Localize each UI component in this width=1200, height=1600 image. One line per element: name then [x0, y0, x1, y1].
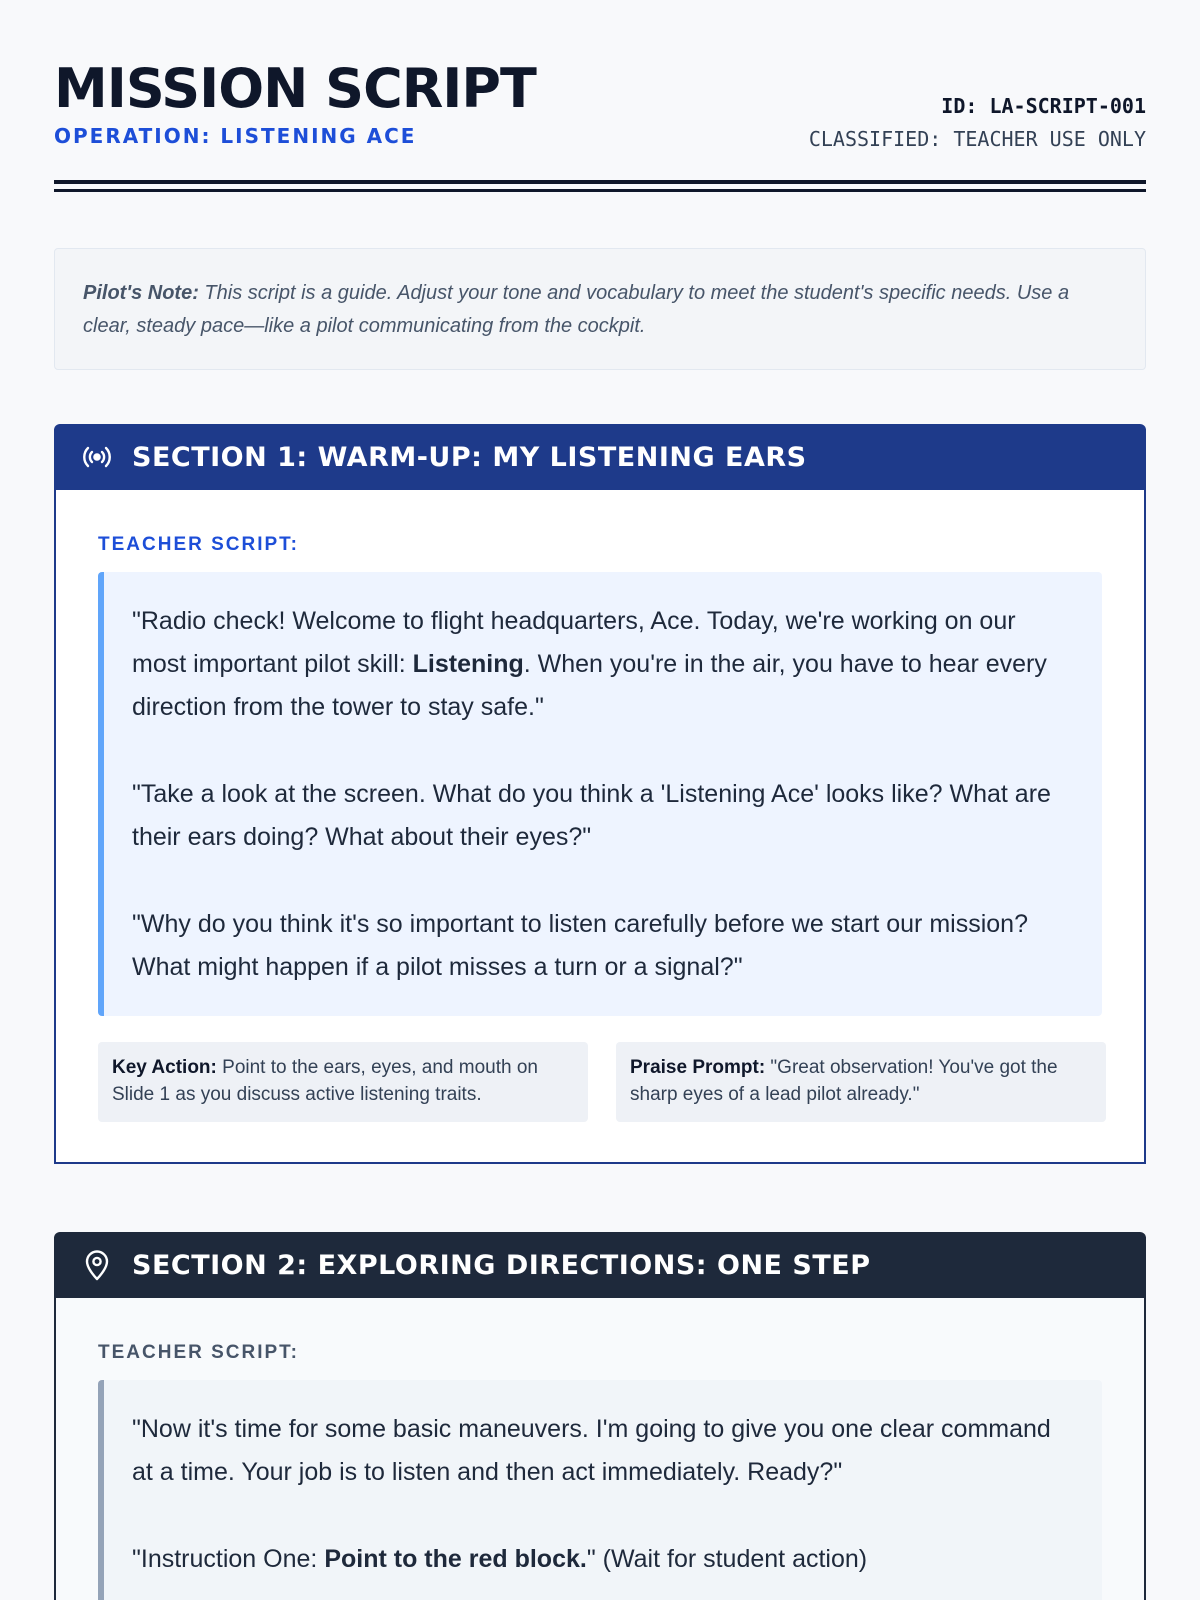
document-title: MISSION SCRIPT [54, 57, 536, 120]
section-header [54, 424, 1146, 490]
section-title: SECTION 1: WARM-UP: MY LISTENING EARS [132, 441, 807, 473]
header-divider-secondary [54, 189, 1146, 192]
script-paragraph [132, 600, 1076, 729]
script-text: "Radio check! Welcome to flight headquarters, Ace. Today, we're working on our most important pilot skill: [132, 607, 1016, 678]
classification-label: CLASSIFIED: TEACHER USE ONLY [808, 127, 1146, 151]
script-text: "Instruction One: [132, 1545, 325, 1573]
teacher-script-box [98, 572, 1102, 1016]
script-emphasis: Listening [412, 650, 524, 678]
section-title: SECTION 2: EXPLORING DIRECTIONS: ONE STEP [132, 1249, 871, 1281]
pilots-note [54, 248, 1146, 370]
map-pin-icon [80, 1248, 114, 1282]
teacher-script-label: TEACHER SCRIPT: [98, 534, 300, 555]
document-id: ID: LA-SCRIPT-001 [941, 94, 1146, 118]
script-text: . When you're in the air, you have to hear every direction from the tower to stay safe." [132, 650, 1047, 721]
script-emphasis: Point to the red block. [324, 1545, 587, 1573]
radio-broadcast-icon [80, 440, 114, 474]
pilots-note-label: Pilot's Note: [83, 282, 199, 304]
document-subtitle: OPERATION: LISTENING ACE [54, 124, 417, 148]
key-action-tip [98, 1042, 588, 1122]
script-paragraph: "Now it's time for some basic maneuvers. I'm going to give you one clear command at a time. Your job is to listen and then act immediately. Ready?" [132, 1415, 1051, 1486]
script-paragraph: "Take a look at the screen. What do you think a 'Listening Ace' looks like? What are their ears doing? What about their eyes?" [132, 780, 1051, 851]
pilots-note-text: This script is a guide. Adjust your tone and vocabulary to meet the student's specific needs. Use a clear, steady pace—like a pilot communicating from the cockpit. [83, 282, 1070, 337]
praise-prompt-tip [616, 1042, 1106, 1122]
tip-label: Praise Prompt: [630, 1057, 766, 1078]
teacher-script-box [98, 1380, 1102, 1600]
teacher-script-label: TEACHER SCRIPT: [98, 1342, 300, 1363]
header-divider [54, 180, 1146, 184]
section-exploring-directions [54, 1232, 1146, 1600]
tip-text: Point to the ears, eyes, and mouth on Slide 1 as you discuss active listening traits. [112, 1057, 538, 1105]
section-header [54, 1232, 1146, 1298]
tip-label: Key Action: [112, 1057, 217, 1078]
script-paragraph: "Why do you think it's so important to listen carefully before we start our mission? What might happen if a pilot misses a turn or a signal?" [132, 910, 1028, 981]
section-warm-up [54, 424, 1146, 1164]
document-header [54, 56, 1146, 156]
document-meta [809, 90, 1146, 156]
script-text: " (Wait for student action) [586, 1545, 868, 1573]
script-paragraph [132, 1538, 1076, 1581]
tip-text: "Great observation! You've got the sharp eyes of a lead pilot already." [630, 1057, 1058, 1105]
